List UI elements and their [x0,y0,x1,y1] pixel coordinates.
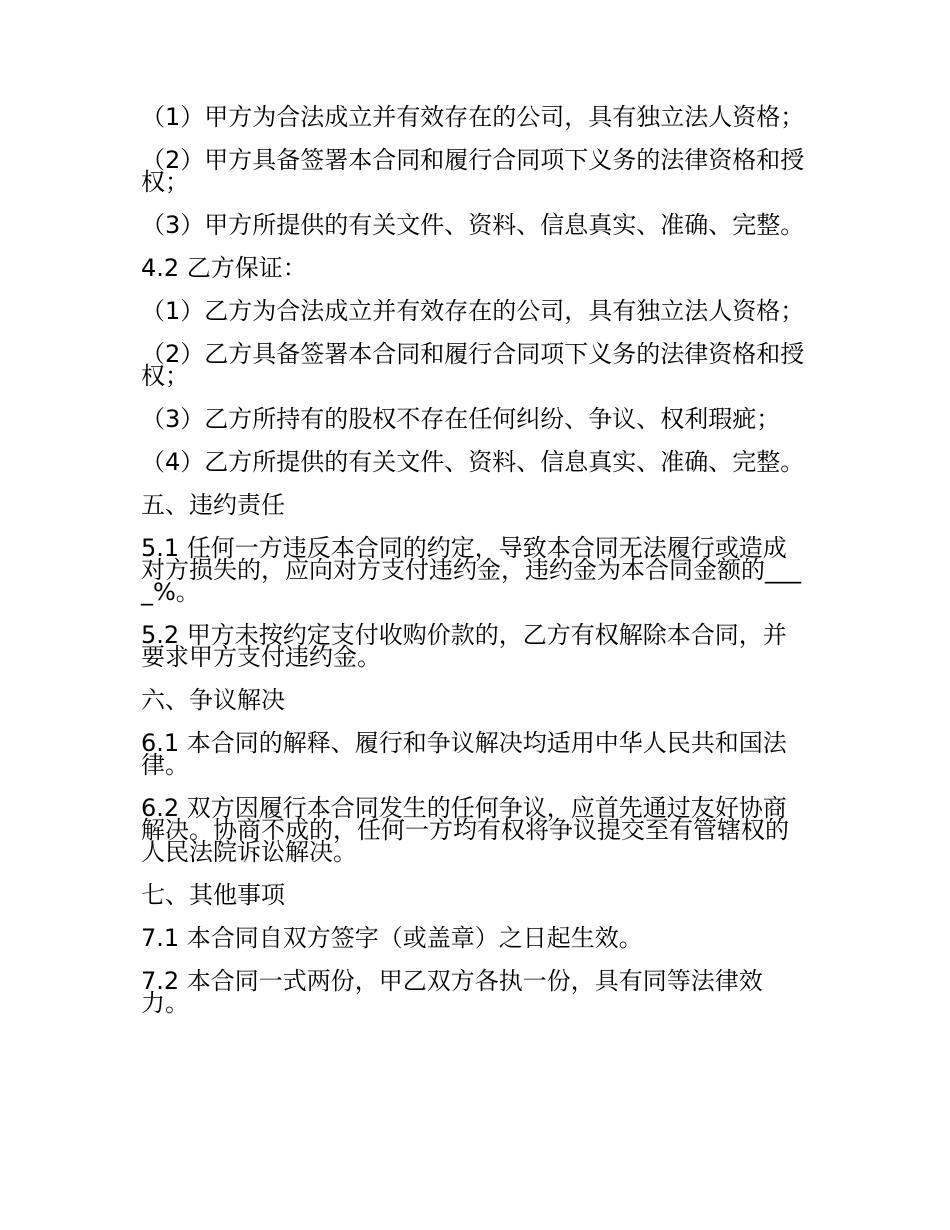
clause-6-1: 6.1 本合同的解释、履行和争议解决均适用中华人民共和国法律。 [141,729,787,779]
section-5-heading: 五、违约责任 [141,491,285,519]
clause-6-2: 6.2 双方因履行本合同发生的任何争议，应首先通过友好协商解决。协商不成的，任何一方均有权将争议提交至有管辖权的人民法院诉讼解决。 [141,794,789,866]
clause-party-b-item-2: （2）乙方具备签署本合同和履行合同项下义务的法律资格和授权； [141,340,805,390]
clause-party-a-item-1: （1）甲方为合法成立并有效存在的公司，具有独立法人资格； [141,103,805,131]
document-body [141,103,809,1035]
clause-party-a-item-3: （3）甲方所提供的有关文件、资料、信息真实、准确、完整。 [141,211,805,239]
clause-party-b-item-3: （3）乙方所持有的股权不存在任何纠纷、争议、权利瑕疵； [141,405,781,433]
clause-4-2-heading: 4.2 乙方保证： [141,254,307,282]
clause-5-2: 5.2 甲方未按约定支付收购价款的，乙方有权解除本合同，并要求甲方支付违约金。 [141,621,787,671]
clause-party-b-item-1: （1）乙方为合法成立并有效存在的公司，具有独立法人资格； [141,297,805,325]
section-6-heading: 六、争议解决 [141,686,285,714]
clause-7-1: 7.1 本合同自双方签字（或盖章）之日起生效。 [141,924,643,952]
section-7-heading: 七、其他事项 [141,881,285,909]
clause-5-1: 5.1 任何一方违反本合同的约定，导致本合同无法履行或造成对方损失的，应向对方支付违约金，违约金为本合同金额的____%。 [141,534,801,606]
clause-7-2: 7.2 本合同一式两份，甲乙双方各执一份，具有同等法律效力。 [141,967,763,1017]
clause-party-b-item-4: （4）乙方所提供的有关文件、资料、信息真实、准确、完整。 [141,448,805,476]
clause-party-a-item-2: （2）甲方具备签署本合同和履行合同项下义务的法律资格和授权； [141,146,805,196]
